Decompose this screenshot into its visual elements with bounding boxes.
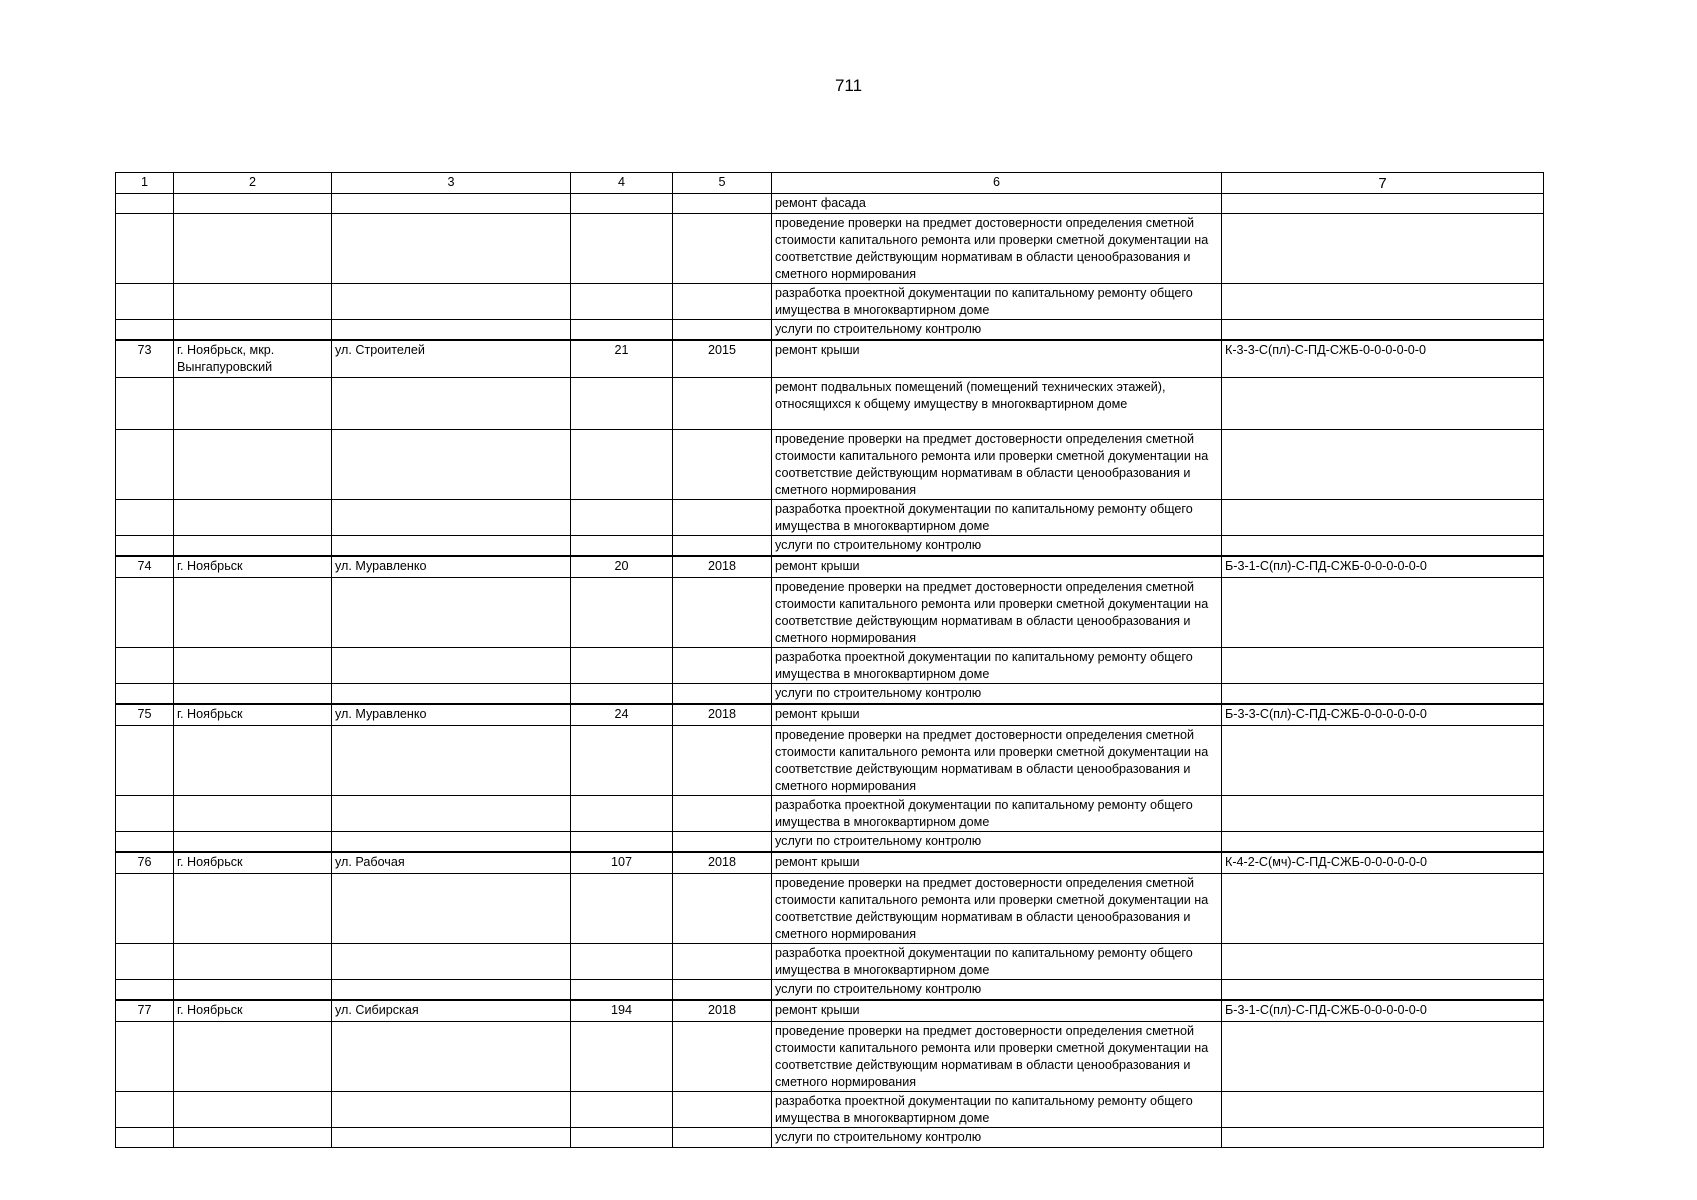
building-code-cell: Б-3-1-С(пл)-С-ПД-СЖБ-0-0-0-0-0-0 xyxy=(1222,556,1544,578)
locality-cell: г. Ноябрьск xyxy=(174,556,332,578)
house-number-cell xyxy=(571,796,673,832)
col-header-2: 2 xyxy=(174,173,332,194)
col-header-7: 7 xyxy=(1222,173,1544,194)
year-cell xyxy=(673,648,772,684)
row-number xyxy=(116,874,174,944)
street-cell xyxy=(332,284,571,320)
work-type-cell: услуги по строительному контролю xyxy=(772,684,1222,705)
col-header-3: 3 xyxy=(332,173,571,194)
street-cell xyxy=(332,796,571,832)
building-code-cell xyxy=(1222,980,1544,1001)
building-code-cell: Б-3-1-С(пл)-С-ПД-СЖБ-0-0-0-0-0-0 xyxy=(1222,1000,1544,1022)
year-cell xyxy=(673,430,772,500)
year-cell xyxy=(673,578,772,648)
house-number-cell xyxy=(571,214,673,284)
row-number xyxy=(116,378,174,430)
work-type-cell: ремонт крыши xyxy=(772,1000,1222,1022)
street-cell xyxy=(332,320,571,341)
locality-cell xyxy=(174,1022,332,1092)
work-type-cell: проведение проверки на предмет достоверности определения сметной стоимости капитального ремонта или проверки сметной документации на соответствие действующим нормативам в области ценообразования и сметного нормирования xyxy=(772,1022,1222,1092)
locality-cell xyxy=(174,320,332,341)
column-number-row xyxy=(116,173,1544,194)
street-cell xyxy=(332,536,571,557)
street-cell xyxy=(332,726,571,796)
locality-cell xyxy=(174,648,332,684)
building-code-cell: К-4-2-С(мч)-С-ПД-СЖБ-0-0-0-0-0-0 xyxy=(1222,852,1544,874)
locality-cell xyxy=(174,980,332,1001)
locality-cell xyxy=(174,500,332,536)
table-row xyxy=(116,1000,1544,1022)
building-code-cell xyxy=(1222,500,1544,536)
street-cell xyxy=(332,1092,571,1128)
year-cell xyxy=(673,832,772,853)
building-code-cell xyxy=(1222,214,1544,284)
table-row xyxy=(116,1022,1544,1092)
row-number: 75 xyxy=(116,704,174,726)
table-row xyxy=(116,980,1544,1001)
table-row xyxy=(116,852,1544,874)
work-type-cell: проведение проверки на предмет достоверности определения сметной стоимости капитального ремонта или проверки сметной документации на соответствие действующим нормативам в области ценообразования и сметного нормирования xyxy=(772,214,1222,284)
row-number xyxy=(116,284,174,320)
building-code-cell xyxy=(1222,684,1544,705)
building-code-cell xyxy=(1222,648,1544,684)
street-cell: ул. Сибирская xyxy=(332,1000,571,1022)
work-type-cell: ремонт крыши xyxy=(772,852,1222,874)
building-code-cell: Б-3-3-С(пл)-С-ПД-СЖБ-0-0-0-0-0-0 xyxy=(1222,704,1544,726)
work-type-cell: ремонт подвальных помещений (помещений технических этажей), относящихся к общему имуществу в многоквартирном доме xyxy=(772,378,1222,430)
locality-cell: г. Ноябрьск xyxy=(174,1000,332,1022)
work-type-cell: ремонт крыши xyxy=(772,340,1222,378)
house-number-cell xyxy=(571,1128,673,1148)
locality-cell xyxy=(174,684,332,705)
table-row xyxy=(116,944,1544,980)
street-cell xyxy=(332,684,571,705)
table-row xyxy=(116,832,1544,853)
house-number-cell xyxy=(571,578,673,648)
work-type-cell: разработка проектной документации по капитальному ремонту общего имущества в многоквартирном доме xyxy=(772,500,1222,536)
table-row xyxy=(116,578,1544,648)
year-cell xyxy=(673,944,772,980)
building-code-cell xyxy=(1222,874,1544,944)
building-code-cell xyxy=(1222,284,1544,320)
house-number-cell: 20 xyxy=(571,556,673,578)
year-cell xyxy=(673,1092,772,1128)
row-number: 73 xyxy=(116,340,174,378)
year-cell xyxy=(673,500,772,536)
locality-cell xyxy=(174,796,332,832)
row-number: 77 xyxy=(116,1000,174,1022)
building-code-cell xyxy=(1222,726,1544,796)
year-cell xyxy=(673,980,772,1001)
row-number xyxy=(116,796,174,832)
building-code-cell: К-3-3-С(пл)-С-ПД-СЖБ-0-0-0-0-0-0 xyxy=(1222,340,1544,378)
work-type-cell: проведение проверки на предмет достоверности определения сметной стоимости капитального ремонта или проверки сметной документации на соответствие действующим нормативам в области ценообразования и сметного нормирования xyxy=(772,430,1222,500)
house-number-cell xyxy=(571,320,673,341)
row-number xyxy=(116,944,174,980)
register-body xyxy=(116,194,1544,1148)
row-number xyxy=(116,980,174,1001)
locality-cell xyxy=(174,832,332,853)
street-cell xyxy=(332,214,571,284)
locality-cell: г. Ноябрьск xyxy=(174,704,332,726)
house-number-cell xyxy=(571,944,673,980)
col-header-5: 5 xyxy=(673,173,772,194)
row-number xyxy=(116,1092,174,1128)
building-code-cell xyxy=(1222,578,1544,648)
row-number: 74 xyxy=(116,556,174,578)
street-cell xyxy=(332,648,571,684)
house-number-cell xyxy=(571,1092,673,1128)
house-number-cell xyxy=(571,536,673,557)
table-row xyxy=(116,430,1544,500)
street-cell: ул. Муравленко xyxy=(332,556,571,578)
building-code-cell xyxy=(1222,430,1544,500)
locality-cell xyxy=(174,874,332,944)
locality-cell xyxy=(174,1128,332,1148)
row-number xyxy=(116,726,174,796)
table-row xyxy=(116,320,1544,341)
row-number xyxy=(116,214,174,284)
col-header-4: 4 xyxy=(571,173,673,194)
street-cell: ул. Муравленко xyxy=(332,704,571,726)
table-row xyxy=(116,874,1544,944)
year-cell xyxy=(673,284,772,320)
building-code-cell xyxy=(1222,194,1544,214)
col-header-6: 6 xyxy=(772,173,1222,194)
row-number xyxy=(116,1022,174,1092)
locality-cell xyxy=(174,194,332,214)
register-table-wrap xyxy=(115,172,1543,1148)
year-cell xyxy=(673,194,772,214)
work-type-cell: услуги по строительному контролю xyxy=(772,1128,1222,1148)
house-number-cell xyxy=(571,500,673,536)
house-number-cell xyxy=(571,684,673,705)
year-cell xyxy=(673,796,772,832)
table-row xyxy=(116,194,1544,214)
work-type-cell: разработка проектной документации по капитальному ремонту общего имущества в многоквартирном доме xyxy=(772,944,1222,980)
locality-cell xyxy=(174,284,332,320)
locality-cell xyxy=(174,726,332,796)
row-number xyxy=(116,648,174,684)
house-number-cell xyxy=(571,284,673,320)
table-row xyxy=(116,1128,1544,1148)
house-number-cell: 107 xyxy=(571,852,673,874)
table-row xyxy=(116,284,1544,320)
page-number: 711 xyxy=(834,76,863,95)
table-row xyxy=(116,796,1544,832)
building-code-cell xyxy=(1222,1092,1544,1128)
work-type-cell: услуги по строительному контролю xyxy=(772,320,1222,341)
work-type-cell: услуги по строительному контролю xyxy=(772,536,1222,557)
work-type-cell: разработка проектной документации по капитальному ремонту общего имущества в многоквартирном доме xyxy=(772,796,1222,832)
street-cell xyxy=(332,500,571,536)
house-number-cell xyxy=(571,194,673,214)
house-number-cell: 24 xyxy=(571,704,673,726)
locality-cell xyxy=(174,430,332,500)
table-row xyxy=(116,340,1544,378)
work-type-cell: разработка проектной документации по капитальному ремонту общего имущества в многоквартирном доме xyxy=(772,284,1222,320)
table-row xyxy=(116,648,1544,684)
building-code-cell xyxy=(1222,832,1544,853)
work-type-cell: проведение проверки на предмет достоверности определения сметной стоимости капитального ремонта или проверки сметной документации на соответствие действующим нормативам в области ценообразования и сметного нормирования xyxy=(772,874,1222,944)
house-number-cell: 194 xyxy=(571,1000,673,1022)
building-code-cell xyxy=(1222,536,1544,557)
building-code-cell xyxy=(1222,944,1544,980)
row-number xyxy=(116,320,174,341)
table-row xyxy=(116,378,1544,430)
street-cell xyxy=(332,874,571,944)
locality-cell xyxy=(174,536,332,557)
work-type-cell: разработка проектной документации по капитальному ремонту общего имущества в многоквартирном доме xyxy=(772,1092,1222,1128)
row-number xyxy=(116,684,174,705)
row-number xyxy=(116,430,174,500)
street-cell: ул. Строителей xyxy=(332,340,571,378)
work-type-cell: ремонт крыши xyxy=(772,704,1222,726)
house-number-cell xyxy=(571,980,673,1001)
street-cell xyxy=(332,980,571,1001)
year-cell xyxy=(673,378,772,430)
locality-cell xyxy=(174,944,332,980)
house-number-cell xyxy=(571,1022,673,1092)
work-type-cell: проведение проверки на предмет достоверности определения сметной стоимости капитального ремонта или проверки сметной документации на соответствие действующим нормативам в области ценообразования и сметного нормирования xyxy=(772,578,1222,648)
row-number xyxy=(116,194,174,214)
locality-cell xyxy=(174,378,332,430)
table-row xyxy=(116,500,1544,536)
year-cell xyxy=(673,874,772,944)
street-cell xyxy=(332,578,571,648)
table-row xyxy=(116,1092,1544,1128)
row-number xyxy=(116,536,174,557)
year-cell: 2018 xyxy=(673,1000,772,1022)
locality-cell: г. Ноябрьск xyxy=(174,852,332,874)
house-number-cell xyxy=(571,832,673,853)
table-row xyxy=(116,726,1544,796)
year-cell: 2018 xyxy=(673,556,772,578)
register-table xyxy=(115,172,1544,1148)
house-number-cell: 21 xyxy=(571,340,673,378)
house-number-cell xyxy=(571,648,673,684)
year-cell xyxy=(673,1128,772,1148)
work-type-cell: ремонт фасада xyxy=(772,194,1222,214)
building-code-cell xyxy=(1222,320,1544,341)
street-cell xyxy=(332,430,571,500)
locality-cell xyxy=(174,1092,332,1128)
building-code-cell xyxy=(1222,796,1544,832)
street-cell xyxy=(332,1022,571,1092)
year-cell xyxy=(673,726,772,796)
year-cell xyxy=(673,536,772,557)
building-code-cell xyxy=(1222,1128,1544,1148)
building-code-cell xyxy=(1222,378,1544,430)
work-type-cell: ремонт крыши xyxy=(772,556,1222,578)
row-number xyxy=(116,500,174,536)
year-cell xyxy=(673,1022,772,1092)
row-number xyxy=(116,832,174,853)
work-type-cell: услуги по строительному контролю xyxy=(772,832,1222,853)
row-number xyxy=(116,1128,174,1148)
locality-cell xyxy=(174,578,332,648)
row-number: 76 xyxy=(116,852,174,874)
year-cell xyxy=(673,320,772,341)
work-type-cell: разработка проектной документации по капитальному ремонту общего имущества в многоквартирном доме xyxy=(772,648,1222,684)
street-cell xyxy=(332,194,571,214)
street-cell xyxy=(332,832,571,853)
house-number-cell xyxy=(571,726,673,796)
table-row xyxy=(116,536,1544,557)
year-cell: 2018 xyxy=(673,852,772,874)
building-code-cell xyxy=(1222,1022,1544,1092)
street-cell xyxy=(332,378,571,430)
street-cell xyxy=(332,1128,571,1148)
table-row xyxy=(116,214,1544,284)
locality-cell xyxy=(174,214,332,284)
house-number-cell xyxy=(571,378,673,430)
work-type-cell: услуги по строительному контролю xyxy=(772,980,1222,1001)
year-cell: 2015 xyxy=(673,340,772,378)
work-type-cell: проведение проверки на предмет достоверности определения сметной стоимости капитального ремонта или проверки сметной документации на соответствие действующим нормативам в области ценообразования и сметного нормирования xyxy=(772,726,1222,796)
year-cell: 2018 xyxy=(673,704,772,726)
table-row xyxy=(116,684,1544,705)
house-number-cell xyxy=(571,874,673,944)
table-row xyxy=(116,556,1544,578)
year-cell xyxy=(673,684,772,705)
street-cell xyxy=(332,944,571,980)
row-number xyxy=(116,578,174,648)
year-cell xyxy=(673,214,772,284)
col-header-1: 1 xyxy=(116,173,174,194)
locality-cell: г. Ноябрьск, мкр. Вынгапуровский xyxy=(174,340,332,378)
table-row xyxy=(116,704,1544,726)
house-number-cell xyxy=(571,430,673,500)
street-cell: ул. Рабочая xyxy=(332,852,571,874)
